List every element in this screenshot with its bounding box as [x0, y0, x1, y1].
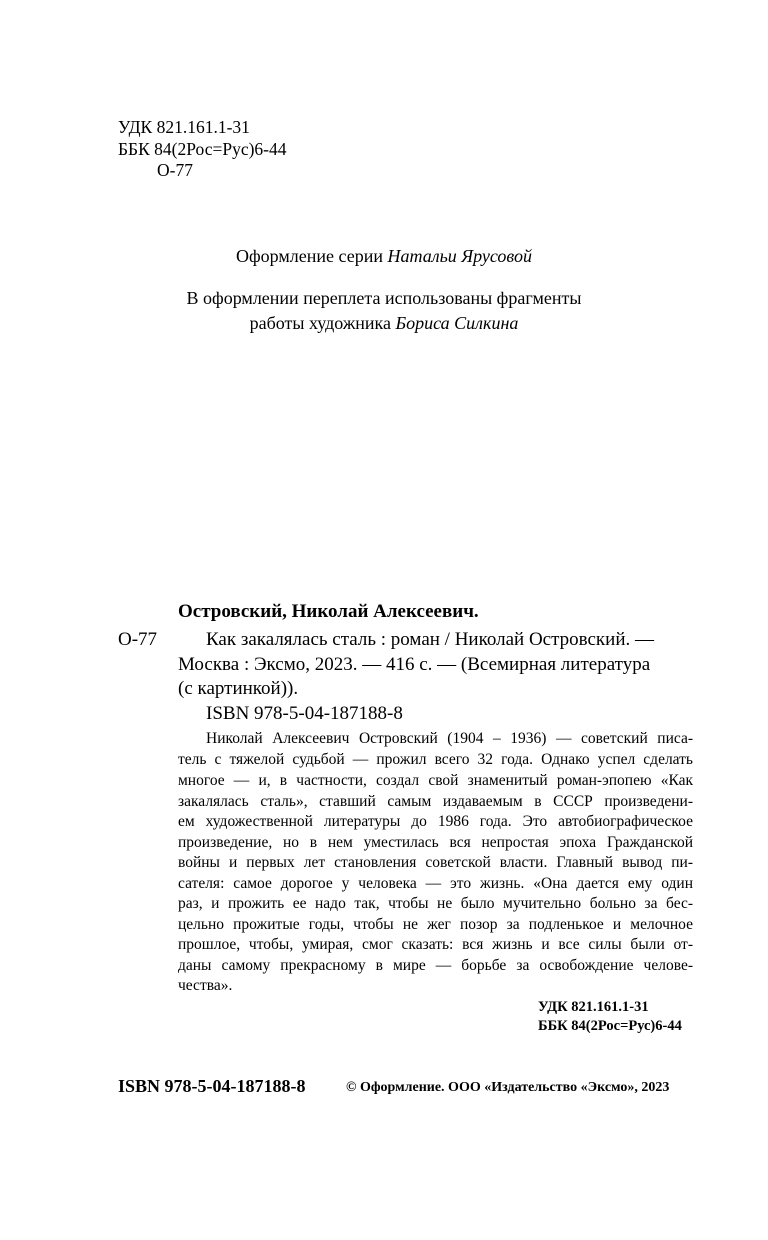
annotation-line: Николай Алексеевич Островский (1904 – 1936) — советский писа-: [206, 730, 693, 747]
annotation-line: прошлое, чтобы, умирая, смог сказать: вся жизнь и все силы были от-: [178, 936, 693, 953]
cover-credit-prefix: работы художника: [249, 313, 392, 333]
record-author: Островский, Николай Алексеевич.: [178, 601, 479, 622]
record-title-line: (с картинкой)).: [178, 678, 299, 699]
record-title-line: Москва : Эксмо, 2023. — 416 с. — (Всемирная литература: [178, 654, 651, 675]
udk-code: УДК 821.161.1-31: [118, 117, 250, 137]
bbk-code: ББК 84(2Рос=Рус)6-44: [118, 139, 287, 159]
series-design-credit: [0, 244, 768, 268]
record-title-line: Как закалялась сталь : роман / Николай Островский. —: [206, 629, 654, 650]
annotation-line: цельно прожитые годы, чтобы не жег позор за подленькое и мелочное: [178, 916, 693, 933]
series-credit-prefix: Оформление серии: [236, 246, 383, 266]
annotation-line: сателя: самое дорогое у человека — это жизнь. «Она дается ему один: [178, 875, 693, 892]
annotation-line: тель с тяжелой судьбой — прожил всего 32 года. Однако успел сделать: [178, 751, 693, 768]
copyright-notice: © Оформление. ООО «Издательство «Эксмо», 2023: [346, 1080, 670, 1095]
series-designer-name: Натальи Ярусовой: [387, 246, 532, 266]
udk-code-bottom: УДК 821.161.1-31: [538, 999, 649, 1015]
annotation-line: чества».: [178, 977, 233, 994]
annotation-line: многое — и, в частности, создал свой знаменитый роман-эпопею «Как: [178, 772, 693, 789]
annotation-line: произведение, но в нем уместилась вся непростая эпоха Гражданской: [178, 834, 693, 851]
annotation-line: закалялась сталь», ставший самым издаваемым в СССР произведени-: [178, 793, 693, 810]
isbn-footer: ISBN 978-5-04-187188-8: [118, 1076, 306, 1096]
cover-artist-name: Бориса Силкина: [395, 313, 519, 333]
cover-credit-line-1: В оформлении переплета использованы фрагменты: [186, 288, 582, 308]
annotation-line: ем художественной литературы до 1986 года. Это автобиографическое: [178, 813, 693, 830]
annotation-line: раз, и прожить ее надо так, чтобы не было мучительно больно за бес-: [178, 895, 693, 912]
bbk-code-bottom: ББК 84(2Рос=Рус)6-44: [538, 1018, 682, 1034]
author-mark: О-77: [157, 160, 193, 180]
record-isbn: ISBN 978-5-04-187188-8: [206, 703, 403, 724]
annotation-line: даны самому прекрасному в мире — борьбе за освобождение челове-: [178, 957, 693, 974]
annotation-line: войны и первых лет становления советской власти. Главный вывод пи-: [178, 854, 693, 871]
cover-credit-line-2: [0, 311, 768, 335]
record-author-mark: О-77: [118, 629, 158, 650]
